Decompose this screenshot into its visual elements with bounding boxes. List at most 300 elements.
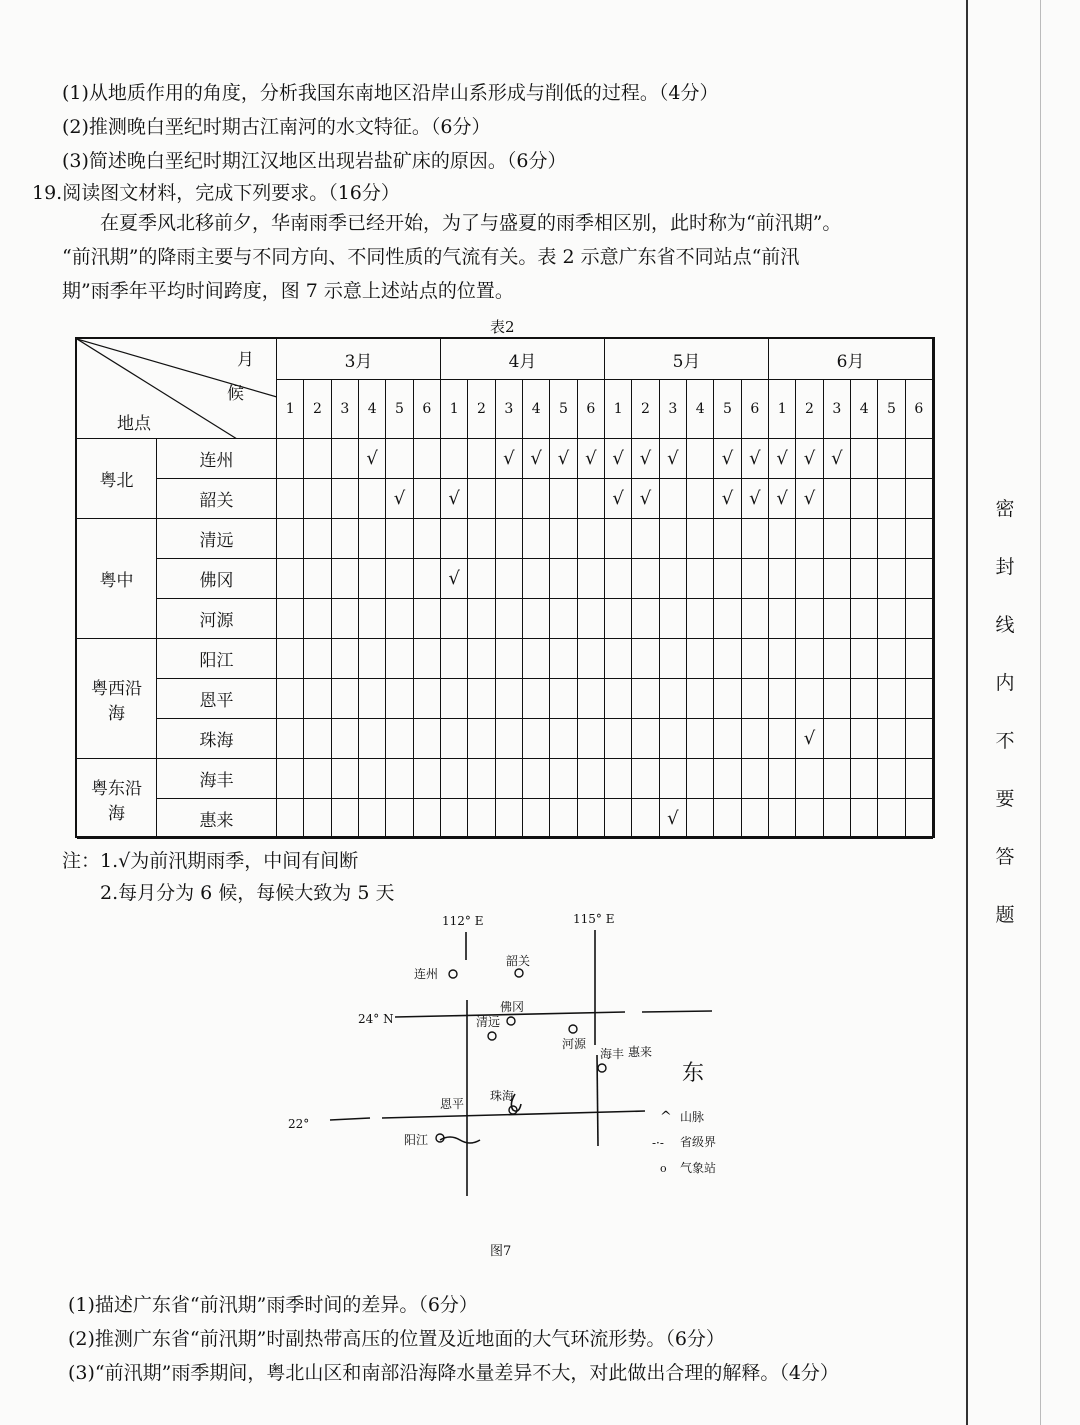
table-cell: [277, 719, 304, 759]
table-cell: [687, 559, 714, 599]
table-cell: [359, 519, 386, 559]
table-cell: [468, 599, 495, 639]
table-cell: [605, 639, 632, 679]
q19-para-3: 期”雨季年平均时间跨度，图 7 示意上述站点的位置。: [62, 280, 514, 302]
table-cell: [277, 439, 304, 479]
table-cell: [414, 519, 441, 559]
table-cell: [359, 759, 386, 799]
table-cell: [632, 599, 659, 639]
corner-month: 月: [237, 350, 254, 370]
table-cell: [277, 759, 304, 799]
table-cell: [742, 519, 769, 559]
table-cell: [304, 759, 331, 799]
table-cell: [414, 679, 441, 719]
table-cell: [578, 519, 605, 559]
table-cell: [660, 479, 687, 519]
table-cell: [468, 759, 495, 799]
lat-22: 22°: [288, 1117, 310, 1131]
station-zhuhai: 珠海: [490, 1089, 515, 1103]
seal-char: 封: [995, 556, 1015, 578]
q19-question-3: (3)“前汛期”雨季期间，粤北山区和南部沿海降水量差异不大，对此做出合理的解释。（4分）: [68, 1362, 839, 1384]
table-cell: [660, 519, 687, 559]
table-cell: [769, 719, 796, 759]
table-cell: [277, 679, 304, 719]
table-cell: [605, 719, 632, 759]
table-cell: [605, 559, 632, 599]
table-cell: [714, 759, 741, 799]
station-shaoguan: 韶关: [506, 954, 531, 968]
hou-header: 1: [441, 380, 468, 439]
table-cell: [578, 799, 605, 839]
table-cell: [468, 639, 495, 679]
table-cell: [714, 519, 741, 559]
hou-header: 5: [878, 380, 905, 439]
table-cell: [660, 759, 687, 799]
table-cell: [714, 719, 741, 759]
table-cell: [550, 679, 577, 719]
table-cell: [742, 719, 769, 759]
seal-char: 密: [995, 498, 1015, 520]
table-cell: [714, 639, 741, 679]
table-cell: [359, 639, 386, 679]
table-cell: [660, 599, 687, 639]
table-cell: [769, 559, 796, 599]
hou-header: 6: [906, 380, 933, 439]
table-cell: √: [441, 479, 468, 519]
lat-24: 24° N: [358, 1012, 394, 1026]
seal-char: 答: [995, 846, 1015, 868]
table-cell: [332, 479, 359, 519]
table-cell: [386, 599, 413, 639]
hou-header: 4: [523, 380, 550, 439]
table-cell: [687, 719, 714, 759]
table-cell: [632, 679, 659, 719]
table-cell: [304, 479, 331, 519]
table-cell: [523, 479, 550, 519]
table-cell: [824, 679, 851, 719]
table-cell: [304, 719, 331, 759]
table-cell: √: [605, 439, 632, 479]
table-cell: [578, 679, 605, 719]
table-cell: [632, 639, 659, 679]
table-cell: √: [496, 439, 523, 479]
table-cell: [824, 719, 851, 759]
table-cell: [578, 479, 605, 519]
table-cell: [386, 719, 413, 759]
table-cell: [796, 519, 823, 559]
table-cell: [414, 479, 441, 519]
table-cell: [578, 639, 605, 679]
station-label: 惠来: [157, 799, 277, 839]
hou-header: 2: [304, 380, 331, 439]
table-cell: [660, 719, 687, 759]
table-cell: [414, 439, 441, 479]
table-cell: [550, 639, 577, 679]
seal-text: [990, 480, 1020, 944]
table-cell: [386, 639, 413, 679]
hou-header: 2: [468, 380, 495, 439]
table-cell: [496, 799, 523, 839]
table-cell: [496, 679, 523, 719]
table-cell: [414, 719, 441, 759]
table-cell: [332, 639, 359, 679]
table-cell: [906, 519, 933, 559]
table-cell: √: [632, 479, 659, 519]
table-cell: [742, 559, 769, 599]
table-cell: [578, 599, 605, 639]
table-cell: [359, 479, 386, 519]
table-cell: [851, 519, 878, 559]
table-cell: [468, 519, 495, 559]
table-cell: [687, 479, 714, 519]
hou-header: 3: [660, 380, 687, 439]
table-cell: [906, 679, 933, 719]
region-label: 粤北: [77, 439, 157, 519]
table-cell: [605, 679, 632, 719]
table-cell: [824, 759, 851, 799]
region-label: 粤西沿海: [77, 639, 157, 759]
hou-header: 1: [769, 380, 796, 439]
table-cell: [605, 599, 632, 639]
table-cell: √: [523, 439, 550, 479]
table-cell: [304, 519, 331, 559]
table-cell: [550, 799, 577, 839]
station-label: 阳江: [157, 639, 277, 679]
table-cell: [523, 759, 550, 799]
table-cell: [523, 559, 550, 599]
table-cell: [660, 639, 687, 679]
table-cell: [742, 679, 769, 719]
table-cell: [277, 519, 304, 559]
table-cell: [441, 519, 468, 559]
month-header: 3月: [277, 339, 441, 380]
table-cell: [332, 439, 359, 479]
table-cell: [304, 679, 331, 719]
station-huilai: 惠来: [628, 1045, 653, 1059]
table-caption: 表2: [490, 318, 515, 336]
table-cell: √: [742, 479, 769, 519]
table-cell: [878, 639, 905, 679]
q19-para-2: “前汛期”的降雨主要与不同方向、不同性质的气流有关。表 2 示意广东省不同站点“前汛: [62, 246, 800, 268]
station-label: 恩平: [157, 679, 277, 719]
table-cell: √: [550, 439, 577, 479]
table-cell: [332, 679, 359, 719]
table-cell: [687, 639, 714, 679]
table-cell: [277, 559, 304, 599]
table-cell: [550, 599, 577, 639]
note-1: 注：1.√为前汛期雨季，中间有间断: [62, 850, 359, 872]
station-label: 海丰: [157, 759, 277, 799]
q19-question-2: (2)推测广东省“前汛期”时副热带高压的位置及近地面的大气环流形势。（6分）: [68, 1328, 725, 1350]
table-cell: [769, 759, 796, 799]
hou-header: 2: [796, 380, 823, 439]
table-cell: [824, 479, 851, 519]
table-cell: [359, 719, 386, 759]
table-cell: [496, 759, 523, 799]
station-label: 连州: [157, 439, 277, 479]
hou-header: 5: [550, 380, 577, 439]
station-icon: o: [660, 1162, 667, 1175]
table-cell: [796, 799, 823, 839]
table-cell: [468, 479, 495, 519]
hou-header: 6: [414, 380, 441, 439]
table-cell: [851, 759, 878, 799]
table-cell: √: [660, 799, 687, 839]
month-header: 6月: [769, 339, 933, 380]
hou-header: 3: [824, 380, 851, 439]
hou-header: 5: [386, 380, 413, 439]
table-cell: [714, 599, 741, 639]
table-cell: [359, 799, 386, 839]
table-cell: [332, 799, 359, 839]
table-cell: √: [796, 479, 823, 519]
table-cell: [742, 639, 769, 679]
hou-header: 1: [605, 380, 632, 439]
region-label: 东: [682, 1061, 705, 1086]
table-cell: [687, 519, 714, 559]
table-cell: [851, 599, 878, 639]
table-cell: [441, 799, 468, 839]
table-cell: [304, 799, 331, 839]
table-cell: [714, 679, 741, 719]
table-cell: √: [605, 479, 632, 519]
rain-season-table: [75, 337, 935, 838]
table-cell: [304, 439, 331, 479]
hou-header: 2: [632, 380, 659, 439]
table-cell: [496, 719, 523, 759]
hou-header: 3: [332, 380, 359, 439]
hou-header: 4: [687, 380, 714, 439]
table-cell: [277, 599, 304, 639]
table-cell: [277, 479, 304, 519]
table-cell: [878, 759, 905, 799]
table-cell: [878, 679, 905, 719]
hou-header: 5: [714, 380, 741, 439]
table-cell: √: [359, 439, 386, 479]
table-cell: [523, 639, 550, 679]
table-cell: √: [796, 719, 823, 759]
table-cell: [714, 799, 741, 839]
table-cell: [523, 519, 550, 559]
table-cell: [468, 679, 495, 719]
table-cell: [496, 559, 523, 599]
table-cell: [769, 679, 796, 719]
table-cell: [523, 679, 550, 719]
table-cell: [796, 679, 823, 719]
station-label: 佛冈: [157, 559, 277, 599]
lon-115: 115° E: [573, 912, 615, 926]
table-cell: [441, 679, 468, 719]
table-cell: [769, 519, 796, 559]
table-cell: [660, 679, 687, 719]
table-cell: √: [714, 439, 741, 479]
table-cell: [468, 439, 495, 479]
station-label: 清远: [157, 519, 277, 559]
table-cell: [523, 599, 550, 639]
seal-char: 不: [995, 730, 1015, 752]
table-cell: [359, 559, 386, 599]
table-cell: [769, 639, 796, 679]
table-cell: [769, 799, 796, 839]
table-cell: [441, 599, 468, 639]
table-cell: [632, 799, 659, 839]
table-cell: [906, 759, 933, 799]
table-cell: [796, 639, 823, 679]
table-cell: [769, 599, 796, 639]
station-haifeng: 海丰: [600, 1047, 625, 1061]
table-cell: [550, 759, 577, 799]
table-cell: [359, 679, 386, 719]
seal-char: 要: [995, 788, 1015, 810]
hou-header: 3: [496, 380, 523, 439]
table-cell: [851, 439, 878, 479]
table-cell: [332, 559, 359, 599]
table-cell: [851, 559, 878, 599]
table-cell: [441, 439, 468, 479]
table-cell: [906, 559, 933, 599]
question-top-1: (1)从地质作用的角度，分析我国东南地区沿岸山系形成与削低的过程。（4分）: [62, 82, 719, 104]
table-cell: [496, 519, 523, 559]
hou-header: 6: [578, 380, 605, 439]
table-cell: [386, 759, 413, 799]
station-map: [280, 900, 750, 1200]
station-qingyuan: 清远: [476, 1015, 501, 1029]
table-cell: [632, 559, 659, 599]
table-cell: [742, 799, 769, 839]
station-heyuan: 河源: [562, 1037, 587, 1051]
table-cell: [468, 559, 495, 599]
table-cell: [714, 559, 741, 599]
table-cell: [441, 639, 468, 679]
table-cell: [878, 599, 905, 639]
table-cell: [632, 759, 659, 799]
station-fogang: 佛冈: [500, 1000, 525, 1014]
table-cell: [496, 479, 523, 519]
table-cell: √: [824, 439, 851, 479]
legend-station: 气象站: [680, 1161, 717, 1175]
table-cell: [277, 799, 304, 839]
table-cell: [414, 799, 441, 839]
table-cell: [906, 799, 933, 839]
table-cell: [496, 639, 523, 679]
table-cell: [742, 599, 769, 639]
table-cell: [605, 759, 632, 799]
table-cell: [851, 639, 878, 679]
table-cell: [687, 599, 714, 639]
table-cell: [906, 479, 933, 519]
seal-char: 线: [995, 614, 1015, 636]
region-label: 粤中: [77, 519, 157, 639]
q19-title: 19.阅读图文材料，完成下列要求。（16分）: [32, 182, 400, 204]
table-cell: [578, 559, 605, 599]
corner-place: 地点: [117, 414, 151, 434]
lon-112: 112° E: [442, 914, 484, 928]
table-cell: [906, 719, 933, 759]
table-cell: [332, 599, 359, 639]
table-cell: [277, 639, 304, 679]
table-cell: [878, 519, 905, 559]
mountain-icon: ^: [660, 1109, 672, 1125]
table-cell: [632, 719, 659, 759]
table-corner: [77, 339, 277, 439]
table-cell: √: [386, 479, 413, 519]
table-cell: [687, 759, 714, 799]
station-label: 珠海: [157, 719, 277, 759]
hou-header: 1: [277, 380, 304, 439]
legend-mountain: 山脉: [680, 1110, 705, 1124]
table-cell: √: [769, 439, 796, 479]
seal-char: 内: [995, 672, 1015, 694]
table-cell: [550, 559, 577, 599]
table-cell: [851, 799, 878, 839]
table-cell: [523, 719, 550, 759]
question-top-2: (2)推测晚白垩纪时期古江南河的水文特征。（6分）: [62, 116, 491, 138]
table-cell: √: [578, 439, 605, 479]
table-cell: [332, 519, 359, 559]
table-cell: [878, 559, 905, 599]
table-cell: [824, 559, 851, 599]
table-cell: [332, 759, 359, 799]
table-cell: [906, 639, 933, 679]
table-cell: [359, 599, 386, 639]
table-cell: √: [742, 439, 769, 479]
table-cell: [824, 599, 851, 639]
table-cell: [851, 679, 878, 719]
question-top-3: (3)简述晚白垩纪时期江汉地区出现岩盐矿床的原因。（6分）: [62, 150, 567, 172]
hou-header: 4: [851, 380, 878, 439]
table-cell: [332, 719, 359, 759]
station-lianzhou: 连州: [414, 967, 439, 981]
table-cell: [605, 799, 632, 839]
table-cell: [824, 799, 851, 839]
table-cell: [550, 719, 577, 759]
table-cell: [796, 759, 823, 799]
month-header: 4月: [441, 339, 605, 380]
table-cell: [414, 759, 441, 799]
margin-line: [1040, 0, 1041, 1425]
table-cell: √: [660, 439, 687, 479]
table-cell: [386, 679, 413, 719]
station-yangjiang: 阳江: [404, 1133, 429, 1147]
map-caption: 图7: [490, 1244, 512, 1259]
table-cell: [660, 559, 687, 599]
table-cell: [304, 559, 331, 599]
table-cell: [468, 719, 495, 759]
table-cell: [878, 479, 905, 519]
table-cell: [550, 479, 577, 519]
month-header: 5月: [605, 339, 769, 380]
table-cell: [523, 799, 550, 839]
table-cell: √: [632, 439, 659, 479]
table-cell: [386, 439, 413, 479]
table-cell: [386, 519, 413, 559]
station-enping: 恩平: [440, 1097, 465, 1111]
table-cell: [878, 439, 905, 479]
table-cell: [414, 639, 441, 679]
table-cell: [851, 479, 878, 519]
table-cell: [386, 799, 413, 839]
region-label: 粤东沿海: [77, 759, 157, 839]
hou-header: 6: [742, 380, 769, 439]
table-cell: [468, 799, 495, 839]
table-cell: [578, 759, 605, 799]
table-cell: √: [441, 559, 468, 599]
table-cell: [496, 599, 523, 639]
station-label: 韶关: [157, 479, 277, 519]
station-label: 河源: [157, 599, 277, 639]
table-cell: [687, 679, 714, 719]
table-cell: [906, 439, 933, 479]
